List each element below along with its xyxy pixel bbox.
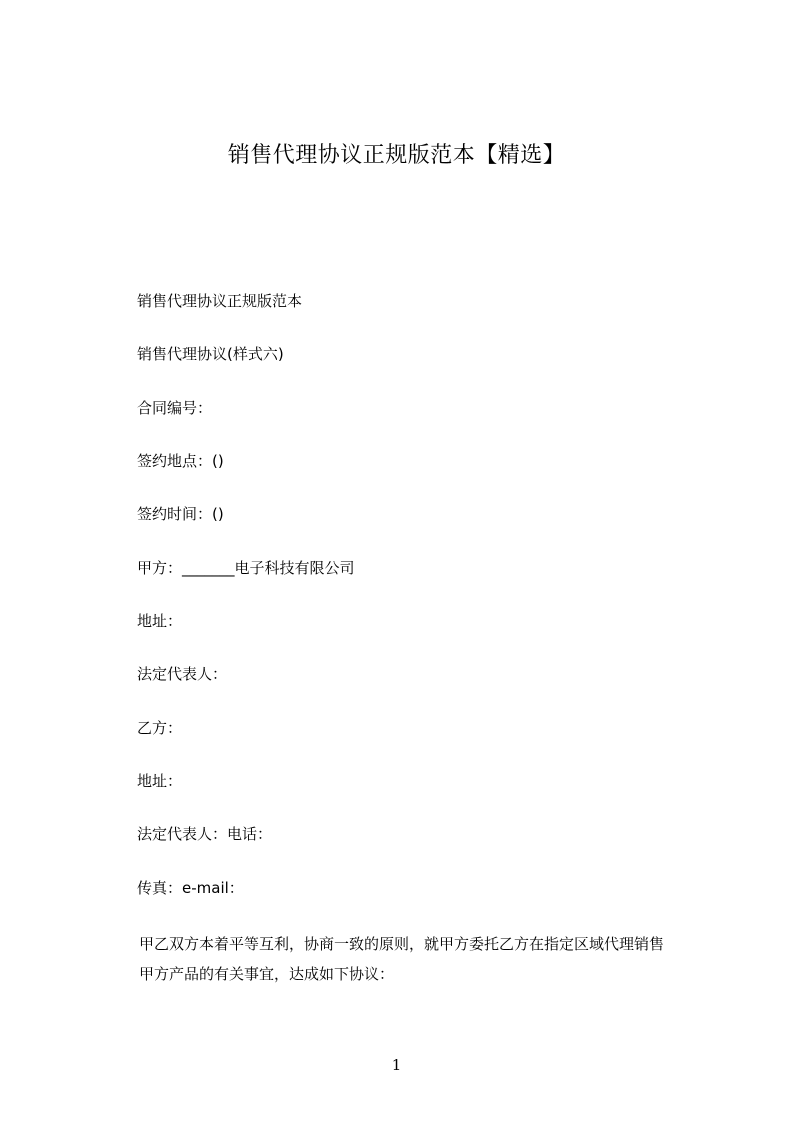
signing-time-line: 签约时间：(): [137, 505, 224, 523]
paragraph-line-1: 甲乙双方本着平等互利，协商一致的原则，就甲方委托乙方在指定区域代理销售: [139, 935, 665, 953]
page-number: 1: [391, 1056, 402, 1074]
signing-place-line: 签约地点：(): [137, 452, 224, 470]
paragraph-line-2: 甲方产品的有关事宜，达成如下协议：: [139, 965, 395, 983]
agreement-style-line: 销售代理协议(样式六): [137, 345, 284, 363]
fax-email-line: 传真：e-mail：: [137, 879, 244, 897]
agreement-intro-paragraph: [137, 929, 717, 989]
party-b-line: 乙方：: [137, 719, 183, 737]
contract-number-line: 合同编号：: [137, 399, 213, 417]
subtitle-line: 销售代理协议正规版范本: [137, 292, 303, 310]
party-a-line: 甲方：_______电子科技有限公司: [137, 559, 355, 577]
document-title: 销售代理协议正规版范本【精选】: [227, 143, 566, 168]
party-b-address-line: 地址：: [137, 772, 183, 790]
party-a-representative-line: 法定代表人：: [137, 665, 228, 683]
party-b-representative-phone-line: 法定代表人：电话：: [137, 825, 273, 843]
party-a-address-line: 地址：: [137, 612, 183, 630]
